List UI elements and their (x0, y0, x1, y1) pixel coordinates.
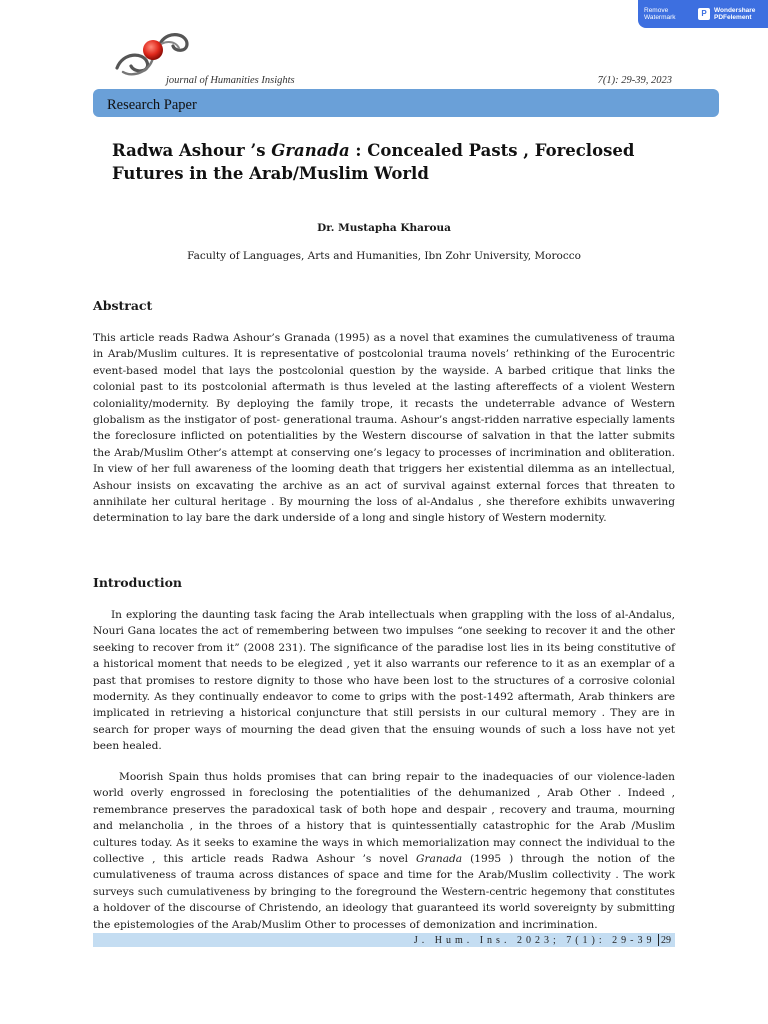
pdfelement-logo-icon: P (698, 8, 710, 20)
introduction-paragraph-2: Moorish Spain thus holds promises that can bring repair to the inadequacies of our violence-laden world overly engrossed in foreclosing the potentialities of the dehumanized , Arab Other . Indeed , remembrance preserves the paradoxical task of both hope and despair , recovery and trauma, mourning and melancholia , in the throes of a history that is quintessentially catastrophic for the Arab /Muslim cultures today. As it seeks to examine the ways in which memorialization may connect the individual to the collective , this article reads Radwa Ashour ’s novel Granada (1995 ) through the notion of the cumulativeness of trauma across distances of space and time for the Arab/Muslim collectivity . The work surveys such cumulativeness by bringing to the foreground the Western-centric hegemony that constitutes a holdover of the discourse of Christendo, an ideology that guaranteed its world sovereignty by submitting the epistemologies of the Arab/Muslim Other to processes of demonization and incrimination. (93, 771, 675, 931)
watermark-remove-label[interactable]: Remove Watermark (644, 6, 676, 21)
author-name: Dr. Mustapha Kharoua (317, 222, 451, 234)
journal-name: journal of Humanities Insights (166, 75, 295, 86)
abstract-text: This article reads Radwa Ashour’s Granada (1995) as a novel that examines the cumulativeness of trauma in Arab/Muslim cultures. It is representative of postcolonial trauma novels’ rethinking of the Eurocentric event-based model that lays the postcolonial question by the wayside. A barbed critique that links the colonial past to its postcolonial aftermath is thus leveled at the lasting aftereffects of a violent Western coloniality/modernity. By deploying the family trope, it recasts the undeterrable advance of Western globalism as the instigator of post- generational trauma. Ashour’s angst-ridden narrative especially laments the foreclosure inflicted on potentialities by the Western discourse of salvation in that the latter submits the Arab/Muslim Other’s attempt at conserving one’s legacy to processes of incrimination and obliteration. In view of her full awareness of the looming death that triggers her existential dilemma as an intellectual, Ashour insists on excavating the archive as an act of survival against external forces that threaten to annihilate her cultural heritage . By mourning the loss of al-Andalus , she therefore exhibits unwavering determination to lay bare the dark underside of a long and single history of Western modernity. (93, 332, 675, 525)
introduction-paragraph-1: In exploring the daunting task facing the Arab intellectuals when grappling with the loss of al-Andalus, Nouri Gana locates the act of remembering between two impulses “one seeking to recover it and the other seeking to recover from it” (2008 231). The significance of the paradise lost lies in its being constitutive of a historical moment that needs to be elegized , yet it also warrants our reference to it as an exemplar of a past that promises to restore dignity to those who have been lost to the structures of a corrosive colonial modernity. As they continually endeavor to come to grips with the post-1492 aftermath, Arab thinkers are implicated in retrieving a historical conjuncture that still persists in our cultural memory . They are in search for proper ways of mourning the dead given that the ensuing wounds of such a loss have not yet been healed. (93, 609, 675, 753)
author-affiliation: Faculty of Languages, Arts and Humanities, Ibn Zohr University, Morocco (187, 250, 581, 262)
issue-info: 7(1): 29-39, 2023 (597, 75, 672, 86)
abstract-heading: Abstract (93, 298, 153, 313)
footer-citation: J. Hum. Ins. 2023; 7(1): 29-39 (413, 934, 656, 946)
journal-logo-icon (113, 22, 193, 78)
footer-bar (93, 933, 675, 947)
page-number: 29 (661, 934, 671, 946)
introduction-heading: Introduction (93, 575, 183, 590)
watermark-brand: Wondershare PDFelement (714, 6, 756, 21)
footer-divider (658, 934, 660, 946)
watermark-badge[interactable] (638, 0, 768, 28)
section-label-bar: Research Paper (93, 89, 719, 117)
article-title: Radwa Ashour ’s Granada : Concealed Pasts , Foreclosed Futures in the Arab/Muslim World (112, 141, 635, 183)
